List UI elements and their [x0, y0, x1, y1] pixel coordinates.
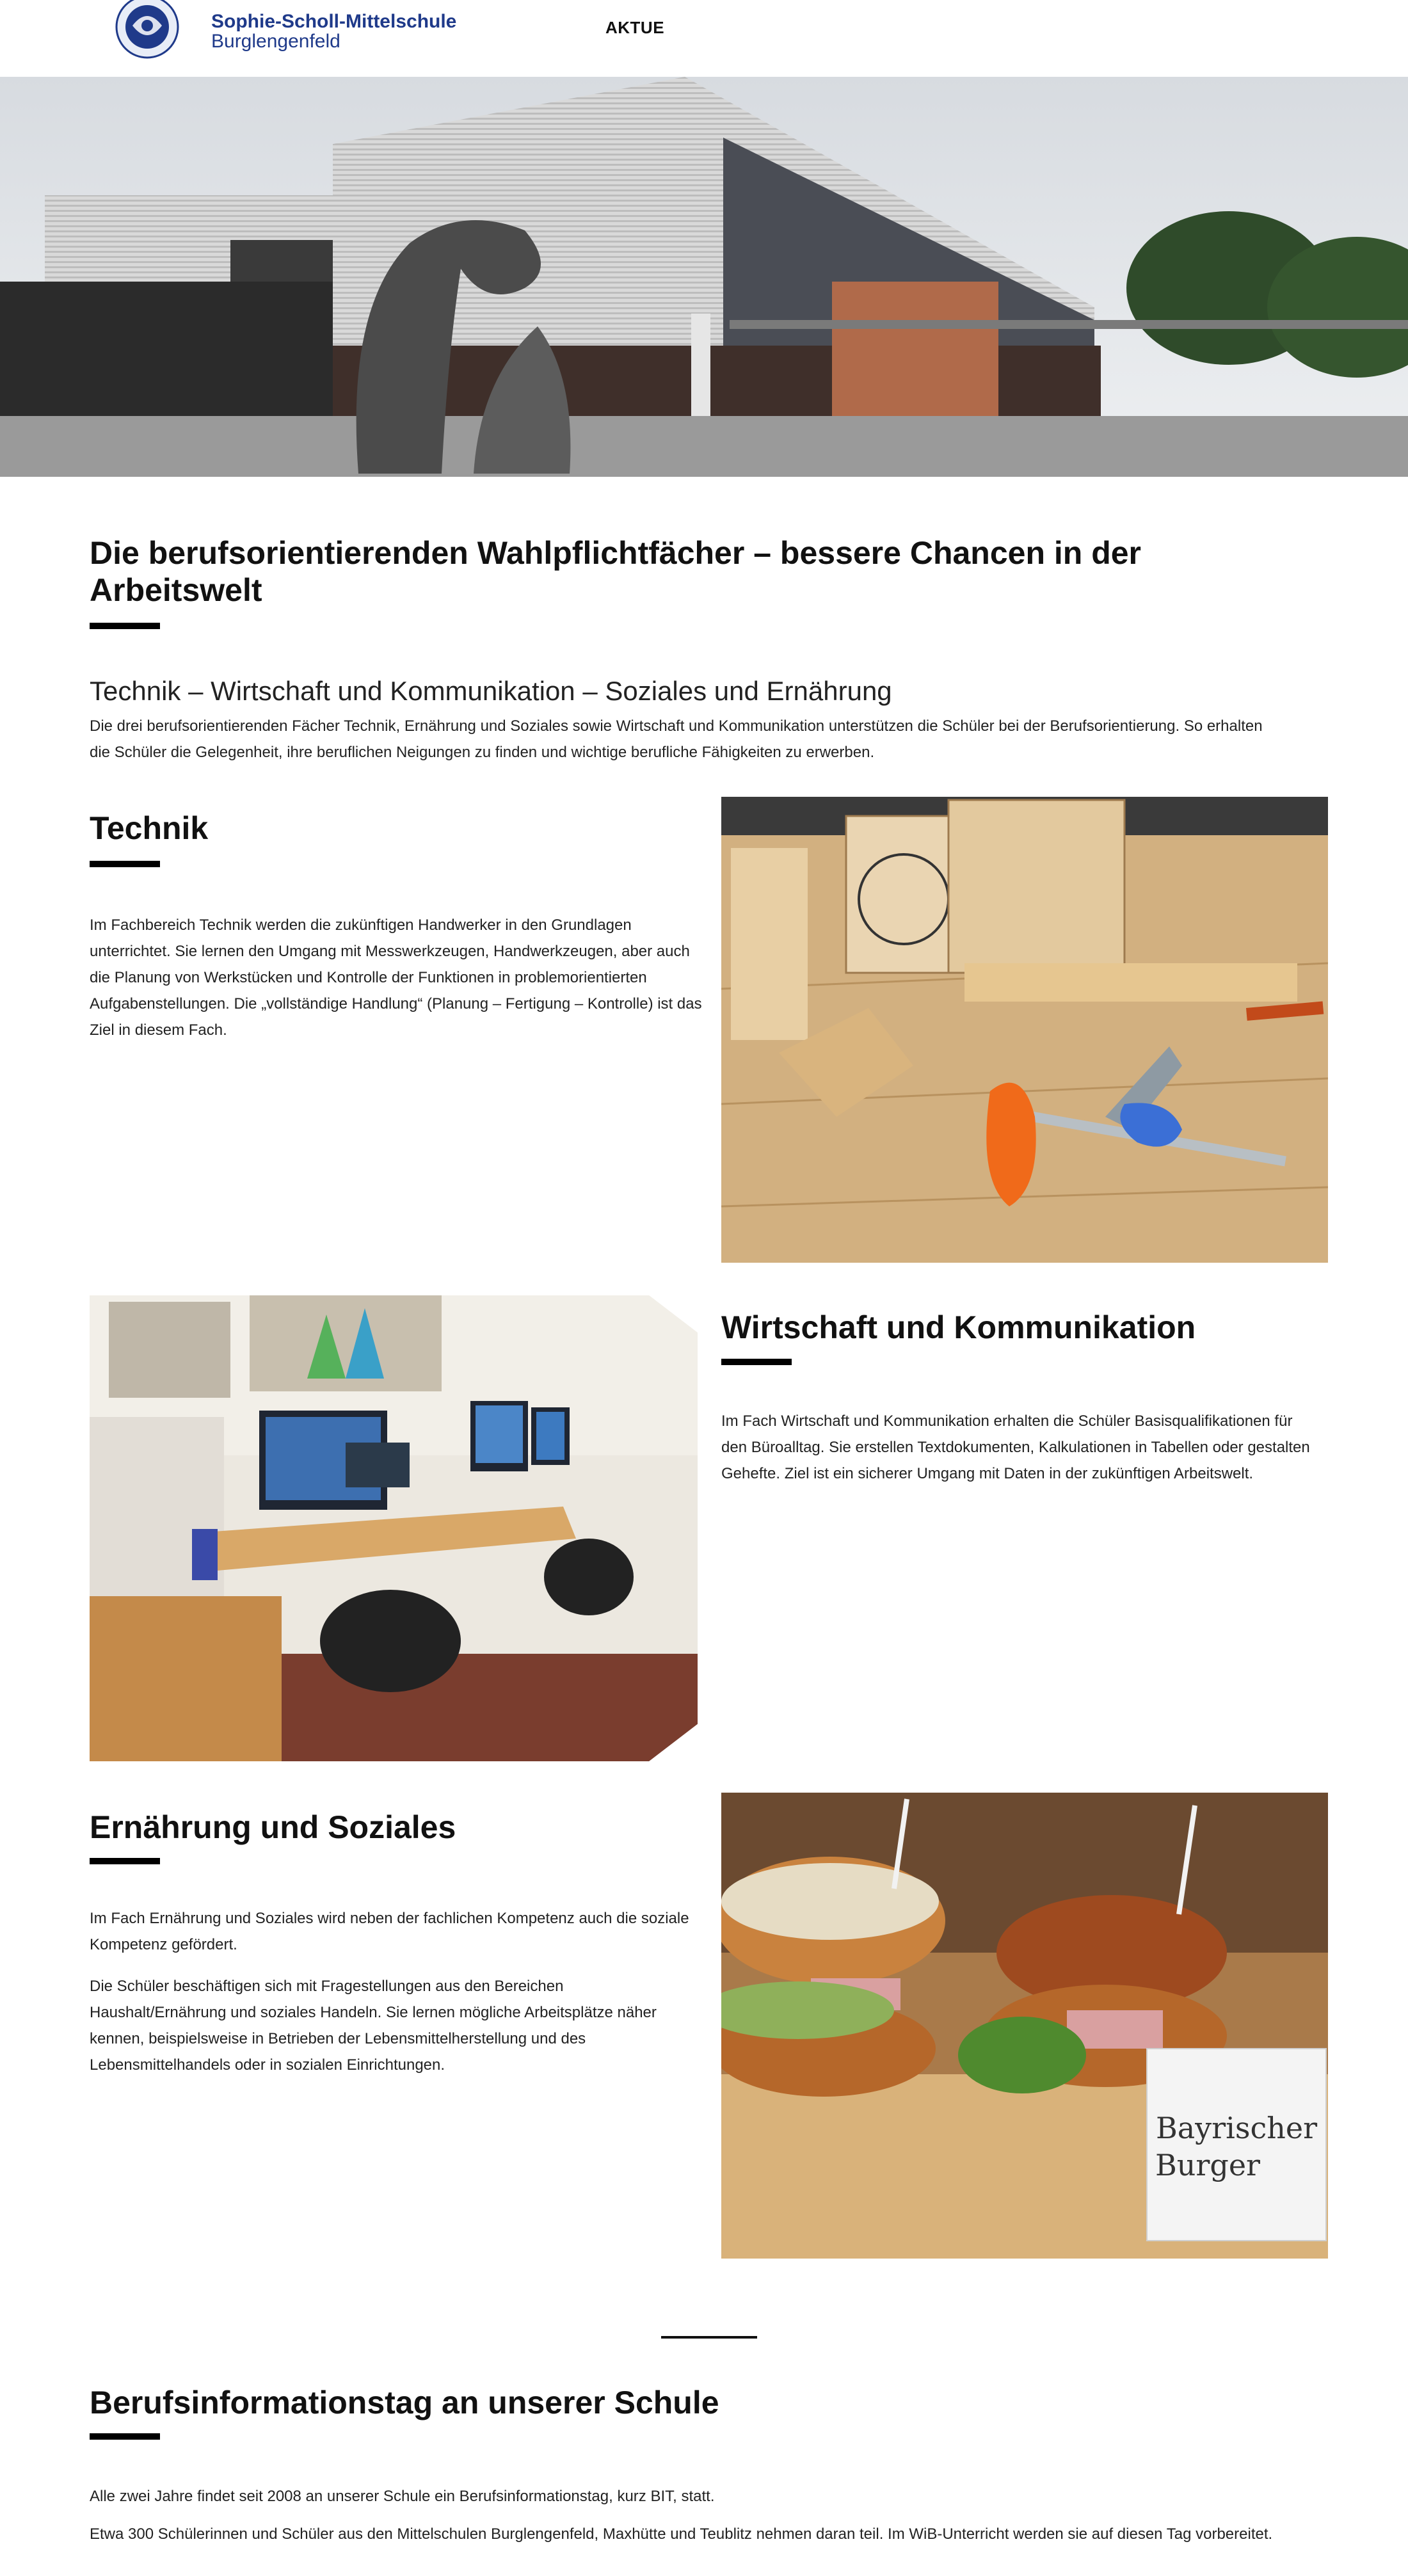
section-underline: [90, 2433, 160, 2440]
section-underline: [90, 861, 160, 867]
section-underline: [721, 1359, 792, 1365]
wirtschaft-computer-room-photo: [90, 1295, 698, 1761]
section-title-technik: Technik: [90, 810, 209, 846]
ernaehrung-burger-photo: [721, 1793, 1328, 2259]
nav-item-aktuelles[interactable]: AKTUE: [605, 18, 665, 37]
section-divider: [661, 2336, 757, 2339]
technik-text: Im Fachbereich Technik werden die zukünftigen Handwerker in den Grundlagen unterrichtet. Sie lernen den Umgang mit Messwerkzeugen, Handwerkzeugen, aber auch die Planung von Werkstücken und Kontrolle der Funktionen in problemorientierten Aufgabenstellungen. Die „vollständige Handlung“ (Planung – Fertigung – Kontrolle) ist das Ziel in diesem Fach.: [90, 916, 702, 1039]
school-logo-icon[interactable]: [93, 0, 202, 64]
hero-school-building-photo: [0, 77, 1408, 477]
section-underline: [90, 1858, 160, 1864]
school-name[interactable]: Sophie-Scholl-Mittelschule: [211, 11, 457, 32]
intro-text: Die drei berufsorientierenden Fächer Technik, Ernährung und Soziales sowie Wirtschaft und Kommunikation unterstützen die Schüler bei der Berufsorientierung. So erhalten die Schüler die Gelegenheit, ihre beruflichen Neigungen zu finden und wichtige berufliche Fähigkeiten zu erwerben.: [90, 717, 1263, 761]
burger-sign-text-1: Bayrischer: [1155, 2111, 1318, 2145]
section-title-wirtschaft: Wirtschaft und Kommunikation: [721, 1309, 1196, 1345]
site-header: [0, 0, 1408, 77]
ernaehrung-text-2: Die Schüler beschäftigen sich mit Fragestellungen aus den Bereichen Haushalt/Ernährung und soziales Handeln. Sie lernen mögliche Arbeitsplätze näher kennen, beispielsweise in Betrieben der Lebensmittelherstellung und des Lebensmittelhandels oder in sozialen Einrichtungen.: [90, 1978, 657, 2074]
section-title-ernaehrung: Ernährung und Soziales: [90, 1809, 456, 1845]
technik-workshop-photo: [721, 797, 1328, 1263]
title-underline: [90, 623, 160, 629]
ernaehrung-text-1: Im Fach Ernährung und Soziales wird neben der fachlichen Kompetenz auch die soziale Kompetenz gefördert.: [90, 1910, 689, 1953]
page-subtitle: Technik – Wirtschaft und Kommunikation – Soziales und Ernährung: [90, 676, 892, 706]
bit-text-1: Alle zwei Jahre findet seit 2008 an unserer Schule ein Berufsinformationstag, kurz BIT, statt.: [90, 2488, 715, 2505]
bit-text-2: Etwa 300 Schülerinnen und Schüler aus den Mittelschulen Burglengenfeld, Maxhütte und Teublitz nehmen daran teil. Im WiB-Unterricht werden sie auf diesen Tag vorbereitet.: [90, 2525, 1273, 2543]
school-town: Burglengenfeld: [211, 31, 340, 52]
page-title: Die berufsorientierenden Wahlpflichtfächer – bessere Chancen in der Arbeitswelt: [90, 535, 1142, 608]
section-title-bit: Berufsinformationstag an unserer Schule: [90, 2385, 719, 2420]
wirtschaft-text: Im Fach Wirtschaft und Kommunikation erhalten die Schüler Basisqualifikationen für den Büroalltag. Sie erstellen Textdokumenten, Kalkulationen in Tabellen oder gestalten Gehefte. Ziel ist ein sicherer Umgang mit Daten in der zukünftigen Arbeitswelt.: [721, 1412, 1310, 1482]
burger-sign-text-2: Burger: [1155, 2148, 1261, 2182]
